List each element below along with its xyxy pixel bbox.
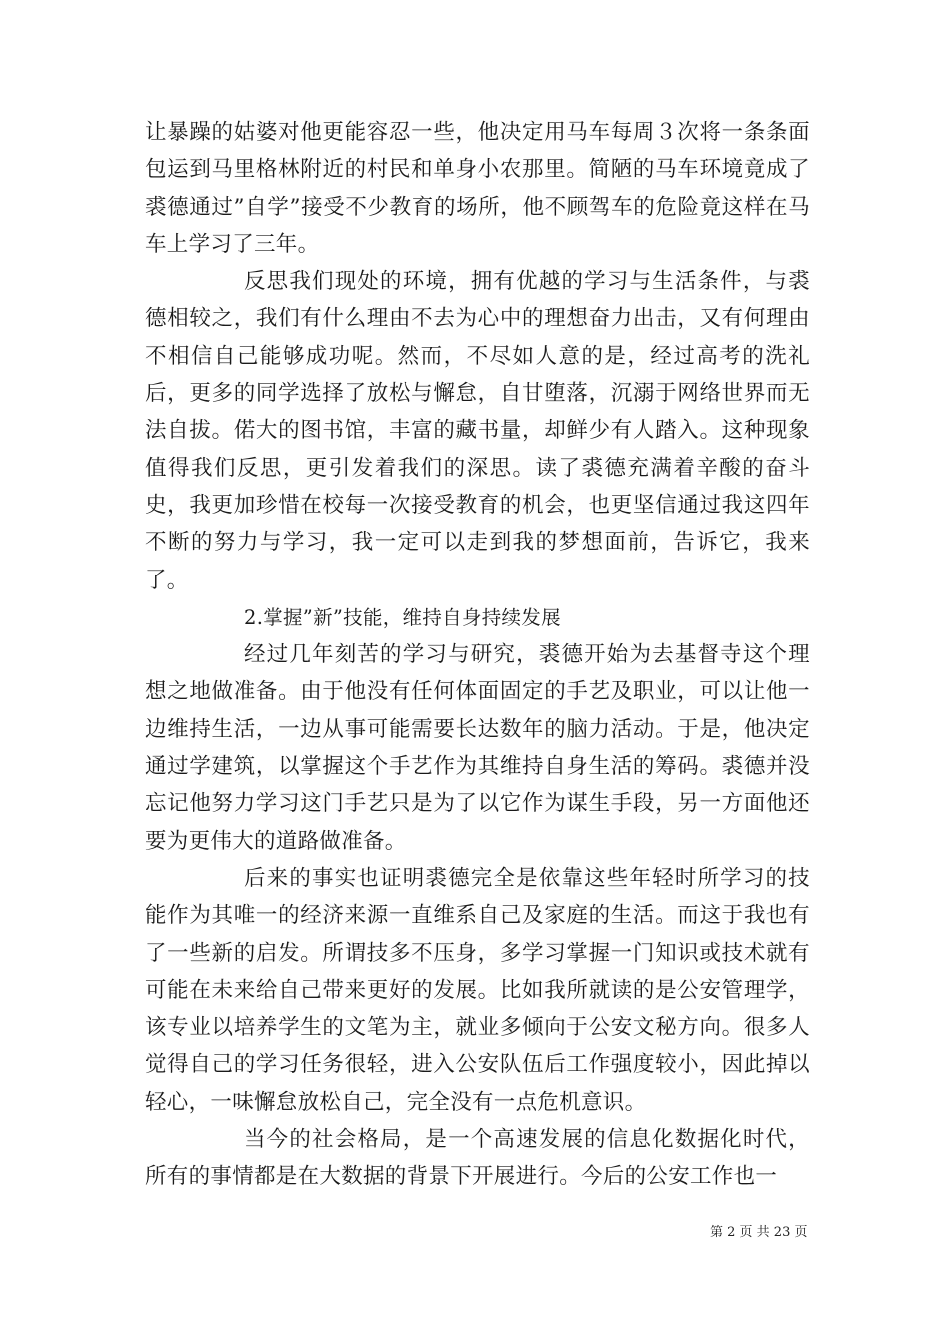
document-body	[145, 114, 810, 1196]
paragraph-inspiration: 后来的事实也证明裘德完全是依靠这些年轻时所学习的技能作为其唯一的经济来源一直维系自己及家庭的生活。而这于我也有了一些新的启发。所谓技多不压身，多学习掌握一门知识或技术就有可能在未来给自己带来更好的发展。比如我所就读的是公安管理学，该专业以培养学生的文笔为主，就业多倾向于公安文秘方向。很多人觉得自己的学习任务很轻，进入公安队伍后工作强度较小，因此掉以轻心，一味懈怠放松自己，完全没有一点危机意识。	[145, 865, 810, 1115]
page-number-footer: 第 2 页 共 23 页	[710, 1225, 808, 1240]
section-heading: 2.掌握”新”技能，维持自身持续发展	[244, 605, 561, 629]
paragraph-continuation: 让暴躁的姑婆对他更能容忍一些，他决定用马车每周３次将一条条面包运到马里格林附近的村民和单身小农那里。简陋的马车环境竟成了裘德通过”自学”接受不少教育的场所，他不顾驾车的危险竟这样在马车上学习了三年。	[145, 120, 810, 257]
paragraph-craft: 经过几年刻苦的学习与研究，裘德开始为去基督寺这个理想之地做准备。由于他没有任何体面固定的手艺及职业，可以让他一边维持生活，一边从事可能需要长达数年的脑力活动。于是，他决定通过学建筑，以掌握这个手艺作为其维持自身生活的筹码。裘德并没忘记他努力学习这门手艺只是为了以它作为谋生手段，另一方面他还要为更伟大的道路做准备。	[145, 642, 810, 854]
paragraph-information-era: 当今的社会格局，是一个高速发展的信息化数据化时代，所有的事情都是在大数据的背景下开展进行。今后的公安工作也一	[145, 1127, 810, 1190]
paragraph-reflection: 反思我们现处的环境，拥有优越的学习与生活条件，与裘德相较之，我们有什么理由不去为心中的理想奋力出击，又有何理由不相信自己能够成功呢。然而，不尽如人意的是，经过高考的洗礼后，更多的同学选择了放松与懈怠，自甘堕落，沉溺于网络世界而无法自拔。偌大的图书馆，丰富的藏书量，却鲜少有人踏入。这种现象值得我们反思，更引发着我们的深思。读了裘德充满着辛酸的奋斗史，我更加珍惜在校每一次接受教育的机会，也更坚信通过我这四年不断的努力与学习，我一定可以走到我的梦想面前，告诉它，我来了。	[145, 269, 810, 593]
